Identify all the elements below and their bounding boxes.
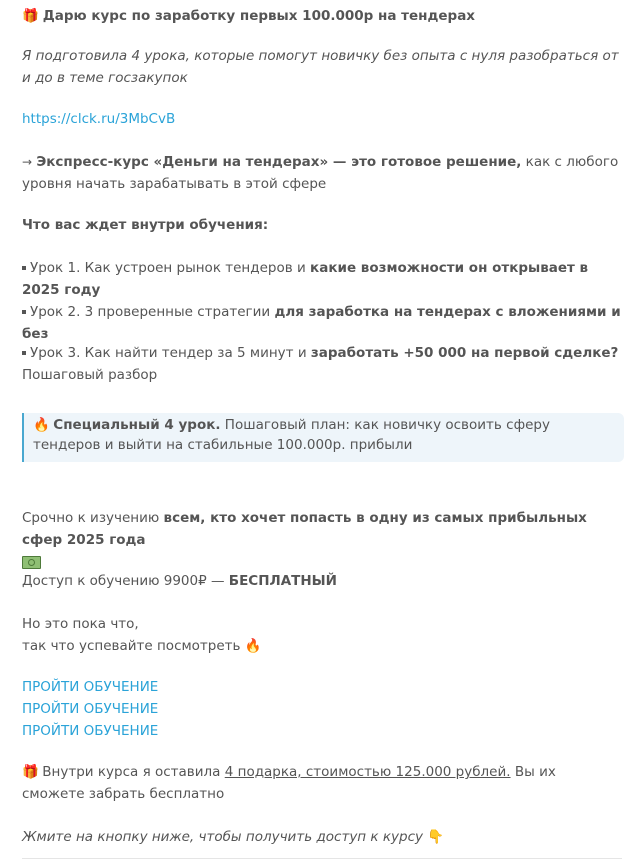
lesson-item xyxy=(22,257,622,301)
gifts-rest: Вы их сможете забрать бесплатно xyxy=(22,764,556,802)
urgent-bold: всем, кто хочет попасть в одну из самых прибыльных сфер 2025 года xyxy=(22,510,587,548)
lesson-plain: Урок 2. 3 проверенные стратегии xyxy=(30,304,275,320)
footer-note xyxy=(22,826,622,848)
access-paragraph xyxy=(22,570,622,592)
gifts-plain: Внутри курса я оставила xyxy=(38,764,225,780)
express-bold: Экспресс-курс «Деньги на тендерах» — это готовое решение, xyxy=(36,154,522,170)
lesson-tail: Пошаговый разбор xyxy=(22,367,158,383)
lesson-plain: Урок 3. Как найти тендер за 5 минут и xyxy=(30,345,311,361)
cta-link[interactable]: ПРОЙТИ ОБУЧЕНИЕ xyxy=(22,701,159,717)
lesson-bold: какие возможности он открывает в 2025 году xyxy=(22,260,589,298)
urgent-plain: Срочно к изучению xyxy=(22,510,164,526)
divider xyxy=(22,858,622,859)
hurry-line1: Но это пока что, xyxy=(22,616,139,632)
lesson-item xyxy=(22,301,622,345)
link-paragraph xyxy=(22,108,622,130)
footer-note-text: Жмите на кнопку ниже, чтобы получить доступ к курсу xyxy=(22,829,423,845)
express-paragraph xyxy=(22,151,622,195)
cta-link[interactable]: ПРОЙТИ ОБУЧЕНИЕ xyxy=(22,723,159,739)
cta-link[interactable]: ПРОЙТИ ОБУЧЕНИЕ xyxy=(22,679,159,695)
gift-icon: 🎁 xyxy=(22,8,39,24)
quote-rest: Пошаговый план: как новичку освоить сферу тендеров и выйти на стабильные 100.000р. прибыли xyxy=(33,417,550,453)
bullet-icon xyxy=(22,351,26,355)
bullet-icon xyxy=(22,266,26,270)
hurry-paragraph xyxy=(22,613,622,657)
special-lesson-quote xyxy=(22,413,624,462)
pointing-down-icon: 👇 xyxy=(427,829,445,845)
bullet-icon xyxy=(22,310,26,314)
post-title-text: Дарю курс по заработку первых 100.000р на тендерах xyxy=(42,8,476,24)
fire-icon: 🔥 xyxy=(244,638,262,654)
express-rest: как с любого уровня начать зарабатывать в этой сфере xyxy=(22,154,619,192)
lesson-bold: для заработка на тендерах с вложениями и без xyxy=(22,304,621,342)
hurry-line2: так что успевайте посмотреть xyxy=(22,638,241,654)
access-plain: Доступ к обучению 9900₽ — xyxy=(22,573,229,589)
money-icon xyxy=(22,556,41,569)
lesson-item xyxy=(22,342,622,386)
gifts-paragraph xyxy=(22,761,622,805)
cta-links xyxy=(22,676,622,742)
gift-icon: 🎁 xyxy=(22,764,39,780)
arrow-icon: → xyxy=(22,155,33,169)
intro-text: Я подготовила 4 урока, которые помогут новичку без опыта с нуля разобраться от и до в теме госзакупок xyxy=(22,48,619,86)
inside-heading: Что вас ждет внутри обучения: xyxy=(22,217,269,233)
fire-icon: 🔥 xyxy=(33,417,50,433)
lesson-plain: Урок 1. Как устроен рынок тендеров и xyxy=(30,260,311,276)
access-bold: БЕСПЛАТНЫЙ xyxy=(228,573,337,589)
quote-bold: Специальный 4 урок. xyxy=(53,417,221,433)
lesson-bold: заработать +50 000 на первой сделке? xyxy=(310,345,619,361)
post-title xyxy=(22,5,622,27)
short-link[interactable]: https://clck.ru/3MbCvB xyxy=(22,111,176,127)
gifts-underlined: 4 подарка, стоимостью 125.000 рублей. xyxy=(224,764,511,780)
urgent-paragraph xyxy=(22,507,622,573)
